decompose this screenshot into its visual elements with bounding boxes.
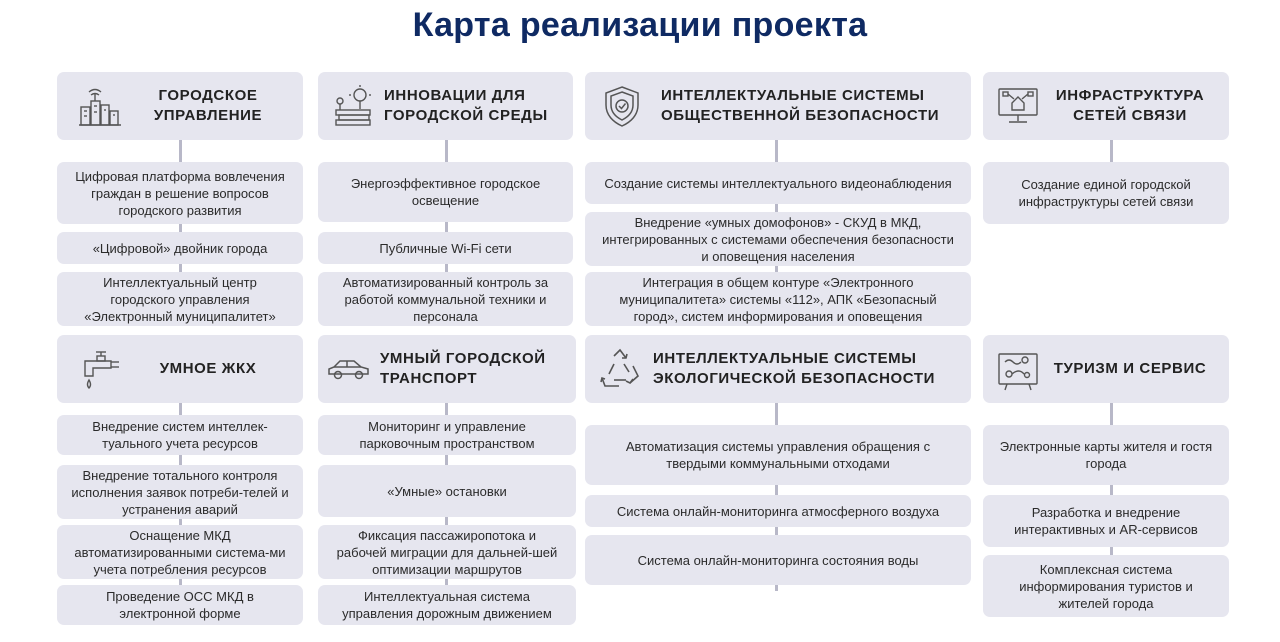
list-item	[57, 232, 303, 264]
section-city-governance	[57, 72, 303, 330]
list-item	[318, 415, 576, 455]
item-text: Проведение ОСС МКД в электронной форме	[106, 589, 254, 621]
item-text: Оснащение МКД автоматизированными система-ми учета потребления ресурсов	[74, 527, 286, 577]
list-item	[57, 272, 303, 326]
item-text: Создание единой городской инфраструктуры сетей связи	[1018, 177, 1194, 209]
item-text: «Умные» остановки	[387, 483, 507, 499]
section-title	[123, 359, 293, 379]
section-title-line2: ОБЩЕСТВЕННОЙ БЕЗОПАСНОСТИ	[661, 107, 940, 124]
section-title-line2: СЕТЕЙ СВЯЗИ	[1073, 107, 1187, 124]
section-header	[57, 335, 303, 403]
section-title-line1: ГОРОДСКОЕ	[158, 87, 258, 104]
item-text: Мониторинг и управление парковочным пространством	[359, 419, 535, 451]
section-title-line2: ЭКОЛОГИЧЕСКОЙ БЕЗОПАСНОСТИ	[653, 370, 935, 387]
section-header	[983, 335, 1229, 403]
section-title	[123, 86, 293, 126]
list-item	[318, 162, 573, 222]
list-item	[318, 272, 573, 326]
list-item	[318, 585, 576, 625]
item-text: Интеграция в общем контуре «Электронного муниципалитета» системы «112», АПК «Безопасный город», систем информирования и оповещения	[619, 274, 937, 324]
car-icon	[326, 346, 372, 392]
section-title	[384, 86, 548, 126]
section-title-line1: ИНФРАСТРУКТУРА	[1055, 87, 1205, 104]
item-text: Публичные Wi-Fi сети	[379, 240, 512, 256]
map-board-icon	[995, 346, 1041, 392]
recycle-icon	[597, 346, 643, 392]
section-header	[585, 335, 971, 403]
item-text: Фиксация пассажиропотока и рабочей миграции для дальней-шей оптимизации маршрутов	[336, 527, 558, 577]
list-item	[585, 162, 971, 204]
section-title	[380, 349, 546, 389]
list-item	[983, 495, 1229, 547]
list-item	[57, 162, 303, 224]
network-monitor-icon	[995, 83, 1041, 129]
section-title-line1: УМНЫЙ ГОРОДСКОЙ	[380, 350, 546, 367]
section-title-line1: ИНТЕЛЛЕКТУАЛЬНЫЕ СИСТЕМЫ	[653, 350, 917, 367]
item-text: Внедрение «умных домофонов» - СКУД в МКД, интегрированных с системами обеспечения безопасности и оповещения населения	[602, 214, 954, 264]
section-title-line1: ИННОВАЦИИ ДЛЯ	[384, 87, 526, 104]
section-ecological-safety	[585, 335, 971, 595]
item-text: Автоматизация системы управления обращения с твердыми коммунальными отходами	[625, 439, 931, 471]
list-item	[585, 535, 971, 585]
list-item	[57, 415, 303, 455]
list-item	[585, 495, 971, 527]
page-title: Карта реализации проекта	[412, 6, 868, 44]
city-buildings-icon	[77, 83, 123, 129]
list-item	[57, 465, 303, 519]
list-item	[318, 232, 573, 264]
item-text: Цифровая платформа вовлечения граждан в решение вопросов городского развития	[75, 168, 285, 218]
section-header	[585, 72, 971, 140]
connector-line	[1110, 140, 1113, 162]
item-text: Интеллектуальная система управления дорожным движением	[342, 589, 552, 621]
list-item	[585, 212, 971, 266]
item-text: Интеллектуальный центр городского управления «Электронный муниципалитет»	[84, 274, 276, 324]
section-smart-transport	[318, 335, 576, 627]
section-title-line2: ГОРОДСКОЙ СРЕДЫ	[384, 107, 548, 124]
item-text: Электронные карты жителя и гостя города	[999, 439, 1213, 471]
section-title-line1: ИНТЕЛЛЕКТУАЛЬНЫЕ СИСТЕМЫ	[661, 87, 925, 104]
item-text: Создание системы интеллектуального видеонаблюдения	[604, 175, 952, 191]
item-text: Внедрение систем интеллек-туального учета ресурсов	[92, 419, 268, 451]
list-item	[57, 585, 303, 625]
item-text: Автоматизированный контроль за работой коммунальной техники и персонала	[342, 274, 549, 324]
section-title-line2: ТРАНСПОРТ	[380, 370, 478, 387]
section-header	[318, 72, 573, 140]
item-text: Энергоэффективное городское освещение	[350, 176, 541, 208]
section-network-infrastructure	[983, 72, 1229, 232]
item-text: Система онлайн-мониторинга состояния воды	[637, 552, 919, 568]
section-header	[318, 335, 576, 403]
water-tap-icon	[77, 346, 123, 392]
item-text: Внедрение тотального контроля исполнения заявок потреби-телей и устранения аварий	[71, 467, 289, 517]
lightbulb-books-icon	[330, 83, 376, 129]
list-item	[585, 425, 971, 485]
section-title-line1: УМНОЕ ЖКХ	[159, 360, 257, 377]
section-title	[661, 86, 939, 126]
list-item	[318, 465, 576, 517]
section-urban-innovations	[318, 72, 573, 330]
item-text: Разработка и внедрение интерактивных и AR-сервисов	[1014, 505, 1198, 537]
section-title	[653, 349, 935, 389]
section-header	[57, 72, 303, 140]
item-text: Комплексная система информирования туристов и жителей города	[1019, 561, 1193, 611]
list-item	[983, 162, 1229, 224]
section-title	[1041, 359, 1219, 379]
list-item	[318, 525, 576, 579]
list-item	[983, 425, 1229, 485]
section-title-line2: УПРАВЛЕНИЕ	[153, 107, 263, 124]
list-item	[585, 272, 971, 326]
list-item	[57, 525, 303, 579]
section-smart-housing	[57, 335, 303, 627]
section-header	[983, 72, 1229, 140]
section-public-safety	[585, 72, 971, 330]
list-item	[983, 555, 1229, 617]
item-text: Система онлайн-мониторинга атмосферного воздуха	[616, 503, 940, 519]
section-tourism-service	[983, 335, 1229, 620]
section-title	[1041, 86, 1219, 126]
item-text: «Цифровой» двойник города	[92, 240, 268, 256]
shield-check-icon	[599, 83, 645, 129]
section-title-line1: ТУРИЗМ И СЕРВИС	[1053, 360, 1207, 377]
